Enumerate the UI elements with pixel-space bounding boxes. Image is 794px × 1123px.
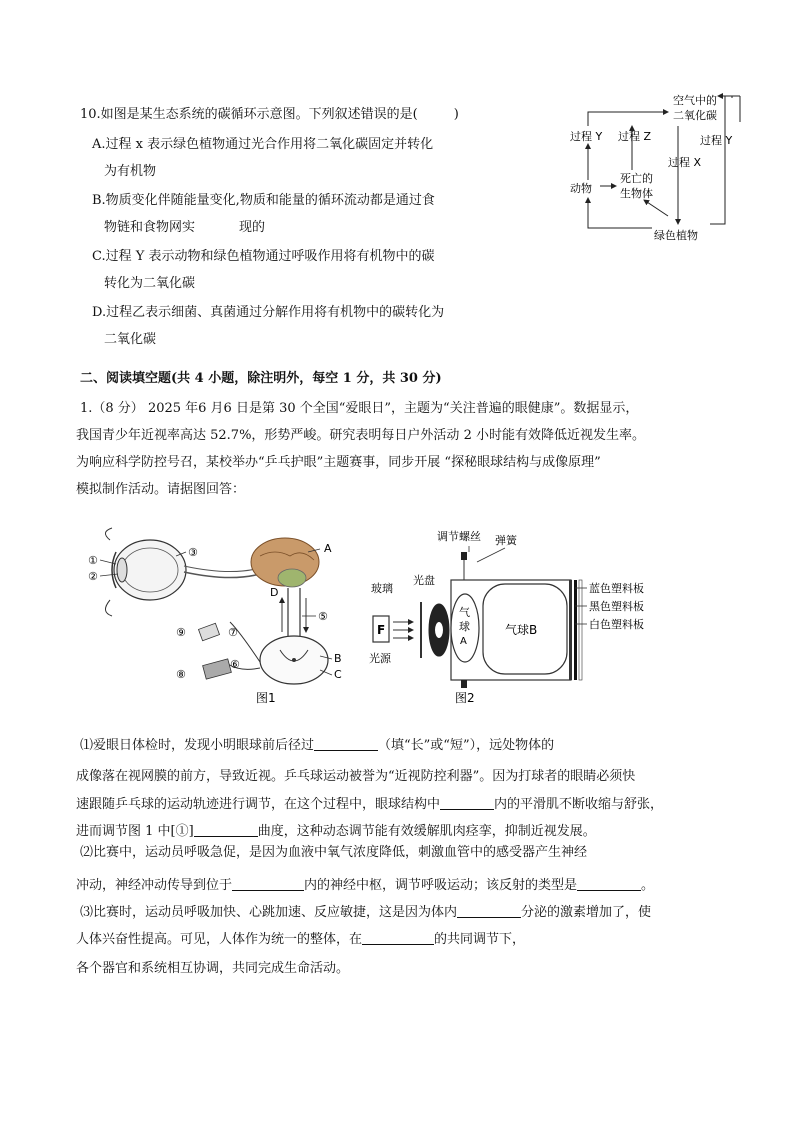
q10-option-b-line2: 物链和食物网实 现的 xyxy=(104,220,266,235)
arrow-animal-to-air xyxy=(588,112,668,126)
blank-regulation[interactable] xyxy=(362,930,434,945)
marker-5: ⑤ xyxy=(318,610,328,623)
marker-8: ⑧ xyxy=(176,668,186,681)
q10-option-b-line1: B.物质变化伴随能量变化,物质和能量的循环流动都是通过食 xyxy=(92,193,435,208)
q1-part3-line1: ⑶比赛时，运动员呼吸加快、心跳加速、反应敏捷，这是因为体内 分泌的激素增加了，使 xyxy=(80,905,652,920)
q1-part2-line2: 冲动，神经冲动传导到位于 内的神经中枢，调节呼吸运动；该反射的类型是 。 xyxy=(76,878,655,893)
q10-option-a-line2: 为有机物 xyxy=(104,164,157,179)
blank-reflex-type[interactable] xyxy=(577,876,641,891)
arrow-plant-to-animal xyxy=(588,198,652,228)
lens xyxy=(117,558,127,582)
label-light-source: 光源 xyxy=(369,652,391,665)
q1-part3-line2: 人体兴奋性提高。可见，人体作为统一的整体，在 的共同调节下， xyxy=(76,932,526,947)
label-glass: 玻璃 xyxy=(371,582,393,595)
label-D: D xyxy=(270,586,279,599)
q10-option-d-line2: 二氧化碳 xyxy=(104,332,157,347)
marker-7: ⑦ xyxy=(228,626,238,639)
label-air-line2: 二氧化碳 xyxy=(673,109,717,122)
q1-intro-line2: 我国青少年近视率高达 52.7%，形势严峻。研究表明每日户外活动 2 小时能有效降低近视发生率。 xyxy=(76,428,645,443)
label-blue-plate: 蓝色塑料板 xyxy=(589,582,644,595)
q10-option-a-line1: A.过程 x 表示绿色植物通过光合作用将二氧化碳固定并转化 xyxy=(92,137,434,152)
label-white-plate: 白色塑料板 xyxy=(589,618,644,631)
q10-option-c-line2: 转化为二氧化碳 xyxy=(104,276,196,291)
optic-nerve xyxy=(184,572,260,578)
figure-1-eye-brain xyxy=(80,522,360,708)
balloon-B-label: 气球B xyxy=(505,623,538,637)
q1-intro-line1: 1.（8 分） 2025 年6 月6 日是第 30 个全国“爱眼日”，主题为“关注普遍的眼健康”。数据显示， xyxy=(80,401,639,416)
section-heading: 二、阅读填空题(共 4 小题，除注明外，每空 1 分，共 30 分) xyxy=(80,371,442,386)
marker-3: ③ xyxy=(188,546,198,559)
balloon-A-label-2: 球 xyxy=(459,620,470,633)
q1-part1-line2: 成像落在视网膜的前方，导致近视。乒乓球运动被誉为“近视防控利器”。因为打球者的眼睛必须快 xyxy=(76,769,636,784)
brainstem xyxy=(278,569,306,587)
receptor-9 xyxy=(198,623,219,640)
label-black-plate: 黑色塑料板 xyxy=(589,600,644,613)
label-air-line1: 空气中的 xyxy=(673,94,717,107)
balloon-A-label-3: A xyxy=(460,636,467,647)
label-dead-line1: 死亡的 xyxy=(620,172,653,185)
label-C: C xyxy=(334,668,342,681)
figure-2-eye-model xyxy=(365,522,665,708)
label-animal: 动物 xyxy=(570,182,592,195)
balloon-A-label-1: 气 xyxy=(459,606,470,619)
arrow-plant-to-dead xyxy=(644,200,668,216)
figure-2-caption: 图2 xyxy=(455,691,475,705)
q10-option-d-line1: D.过程乙表示细菌、真菌通过分解作用将有机物中的碳转化为 xyxy=(92,305,445,320)
blank-nerve-center[interactable] xyxy=(232,876,304,891)
effector-8 xyxy=(203,659,232,679)
marker-9: ⑨ xyxy=(176,626,186,639)
blank-gland[interactable] xyxy=(457,903,521,918)
label-B: B xyxy=(334,652,342,665)
label-process-y-left: 过程 Y xyxy=(570,130,603,143)
carbon-cycle-diagram xyxy=(560,86,760,246)
q1-part1-line1: ⑴爱眼日体检时，发现小明眼球前后径过 （填“长”或“短”），远处物体的 xyxy=(80,738,555,753)
label-spring: 弹簧 xyxy=(495,534,517,547)
label-process-y-right: 过程 Y xyxy=(700,134,733,147)
label-screw: 调节螺丝 xyxy=(437,530,481,543)
marker-2: ② xyxy=(88,570,98,583)
blank-lens-curvature[interactable] xyxy=(194,822,258,837)
q10-stem: 10.如图是某生态系统的碳循环示意图。下列叙述错误的是( ) xyxy=(80,107,459,122)
q1-intro-line3: 为响应科学防控号召，某校举办“乒乓护眼”主题赛事，同步开展 “探秘眼球结构与成像原理” xyxy=(76,455,601,470)
screw xyxy=(461,552,467,560)
label-disc: 光盘 xyxy=(413,574,435,587)
figure-1-caption: 图1 xyxy=(256,691,276,705)
label-green-plant: 绿色植物 xyxy=(654,229,698,242)
q1-part1-line3: 速跟随乒乓球的运动轨迹进行调节，在这个过程中，眼球结构中 内的平滑肌不断收缩与舒张， xyxy=(76,797,664,812)
q1-part3-line3: 各个器官和系统相互协调，共同完成生命活动。 xyxy=(76,961,350,976)
q1-part1-line4: 进而调节图 1 中[①] 曲度，这种动态调节能有效缓解肌肉痉挛，抑制近视发展。 xyxy=(76,824,596,839)
label-process-x: 过程 X xyxy=(668,156,702,169)
label-dead-line2: 生物体 xyxy=(620,187,653,200)
q10-option-c-line1: C.过程 Y 表示动物和绿色植物通过呼吸作用将有机物中的碳 xyxy=(92,249,435,264)
q1-intro-line4: 模拟制作活动。请据图回答： xyxy=(76,482,246,497)
blank-eye-length[interactable] xyxy=(314,736,378,751)
q1-part2-line1: ⑵比赛中，运动员呼吸急促，是因为血液中氧气浓度降低，刺激血管中的感受器产生神经 xyxy=(80,845,588,860)
light-source-letter: F xyxy=(377,623,386,637)
label-process-z: 过程 Z xyxy=(618,130,652,143)
marker-1: ① xyxy=(88,554,98,567)
label-A: A xyxy=(324,542,332,555)
blank-eye-structure[interactable] xyxy=(440,795,494,810)
marker-6: ⑥ xyxy=(230,658,240,671)
